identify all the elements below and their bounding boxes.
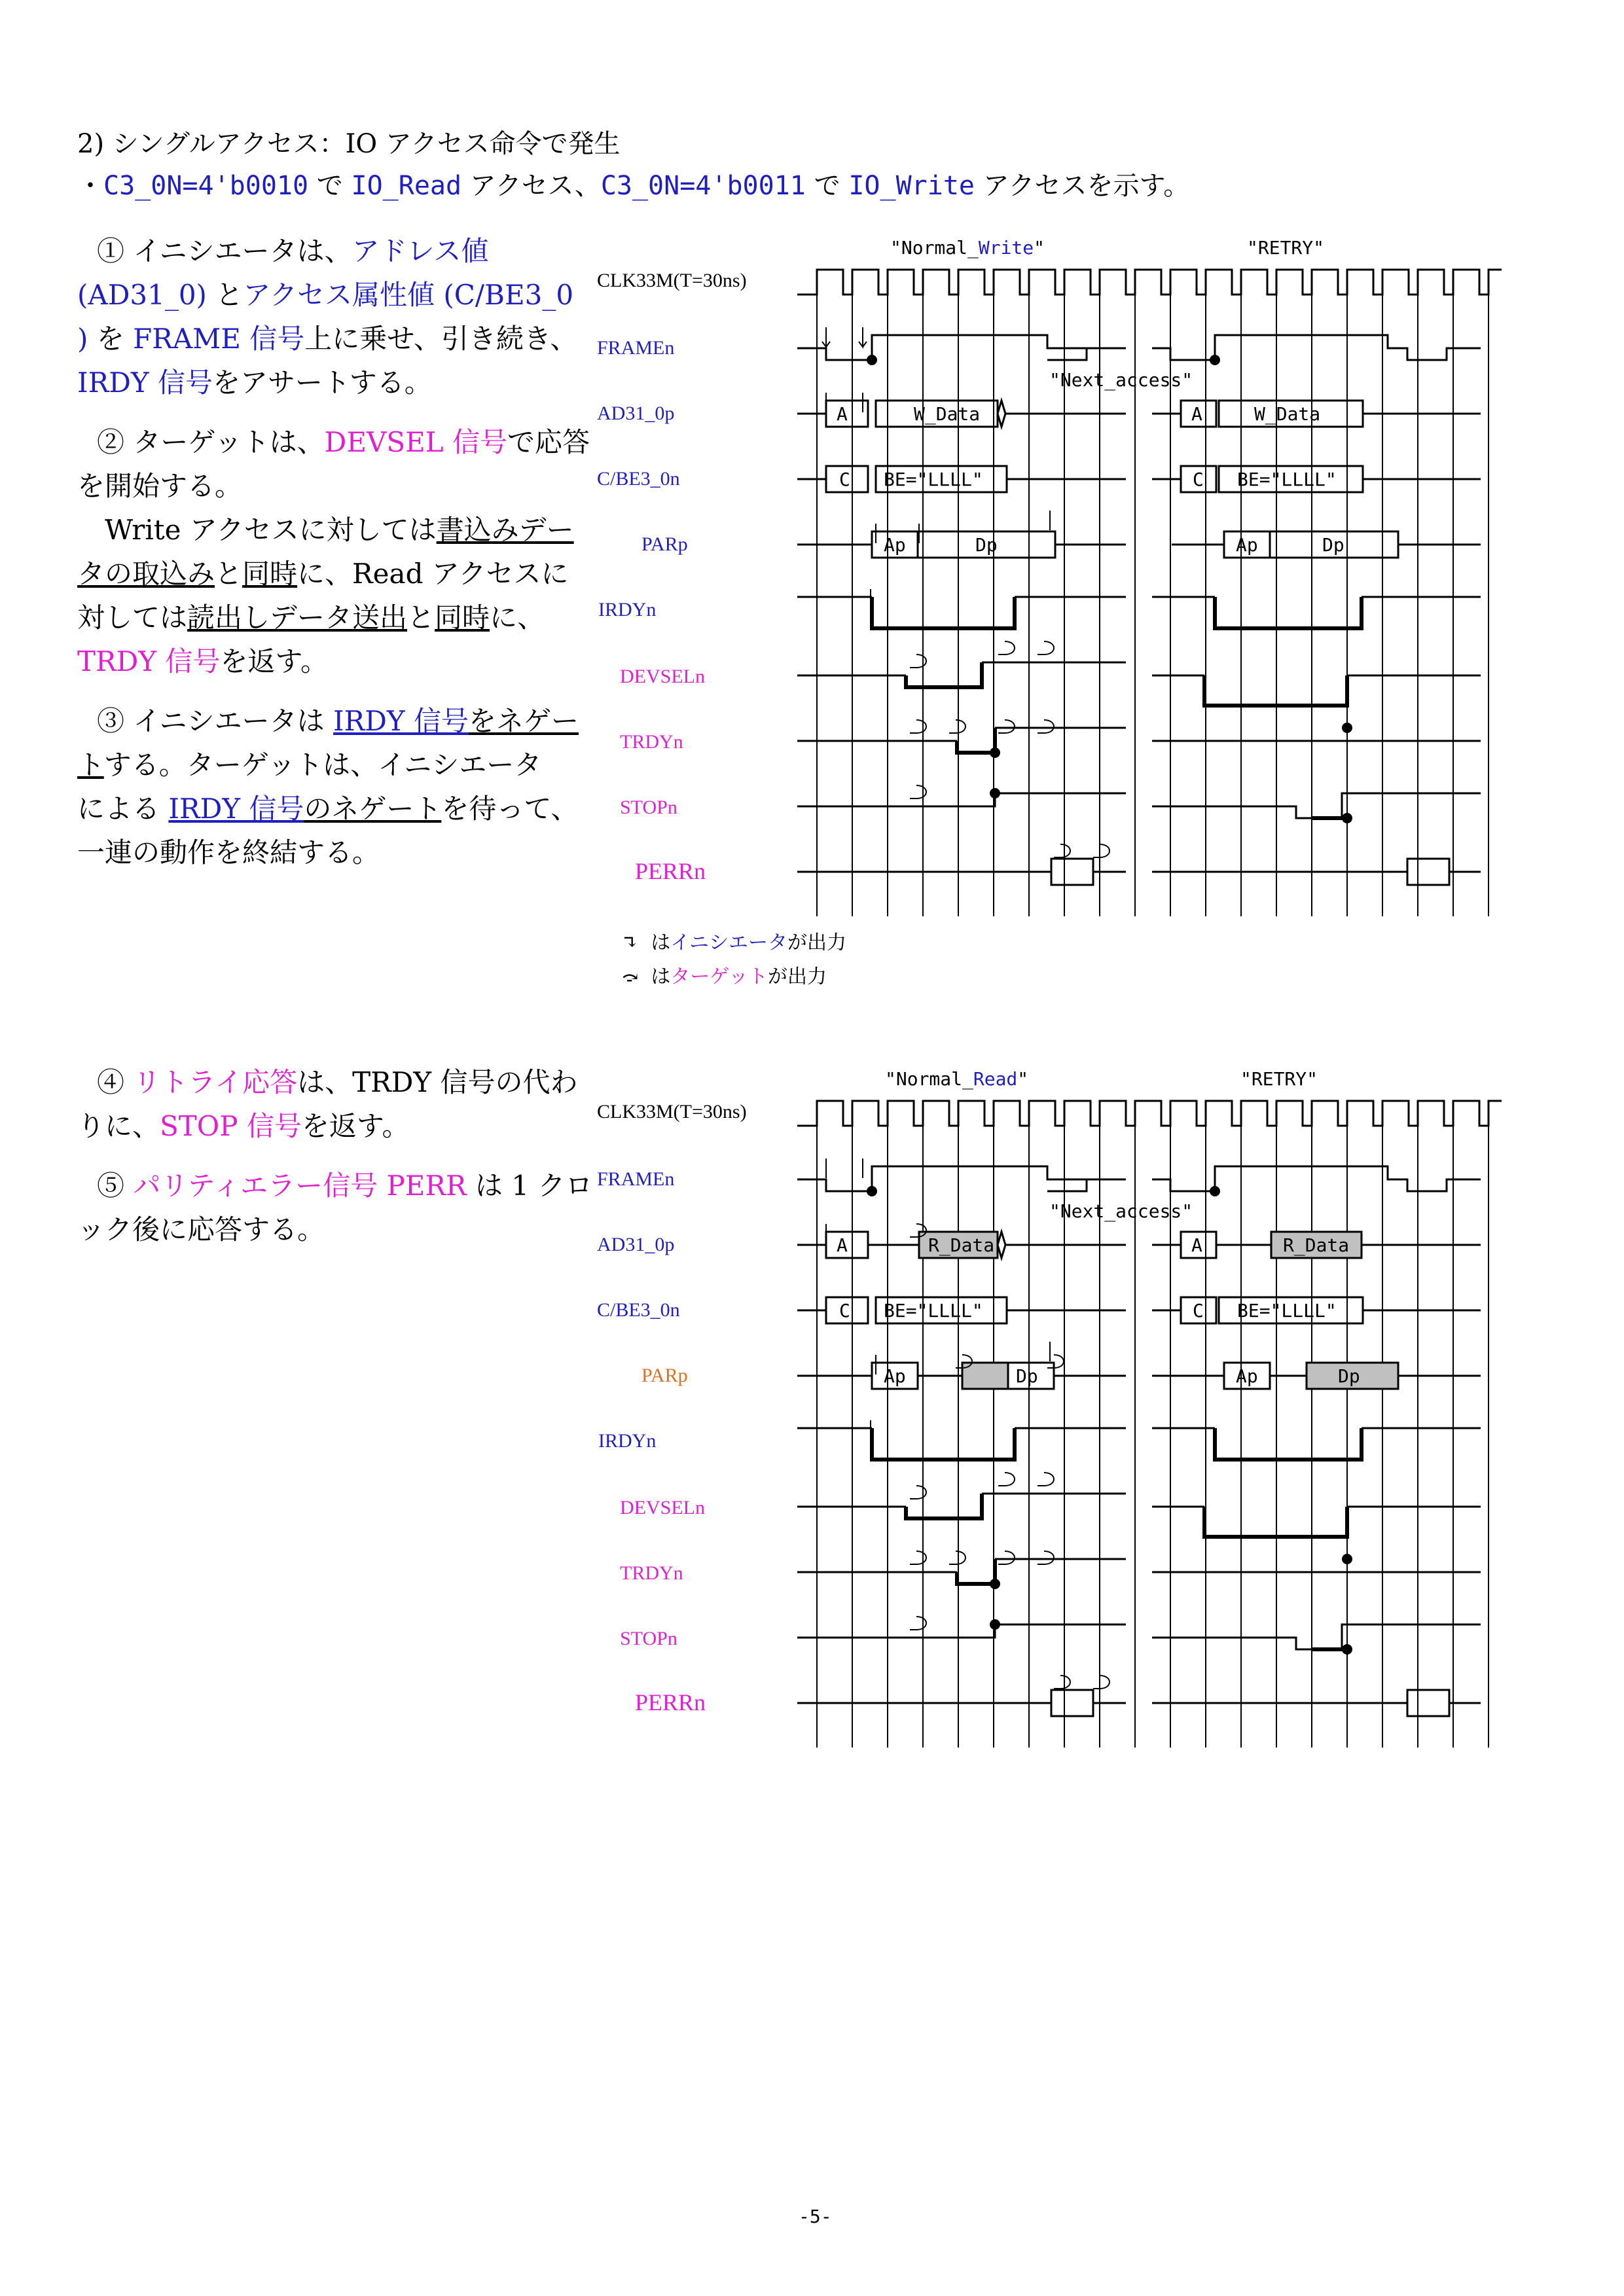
signal-label-perrn: PERRn — [635, 858, 706, 884]
desc-text: を返す。 — [301, 1110, 410, 1142]
desc-text: ② ターゲットは、 — [97, 426, 325, 458]
ad-a-label: A — [837, 1234, 848, 1256]
target-arrow-icons — [910, 1224, 1110, 1689]
ad-data-label-retry: R_Data — [1283, 1234, 1350, 1256]
par-ap-label: Ap — [884, 534, 906, 556]
cbe-c-label-retry: C — [1193, 469, 1204, 490]
desc-highlight: リトライ応答 — [133, 1066, 298, 1098]
signal-label-perrn: PERRn — [635, 1689, 706, 1715]
diagram-title-normal: "Normal_Read" — [885, 1068, 1029, 1090]
initiator-arrow-icons — [826, 1158, 1050, 1440]
ad-data-label: W_Data — [914, 403, 981, 425]
desc-text: を待って、 — [441, 793, 579, 825]
signal-label-framen: FRAMEn — [597, 337, 675, 359]
signal-label-cbe: C/BE3_0n — [597, 468, 680, 490]
bullet-text: アクセスを示す。 — [974, 171, 1190, 201]
ad-data-label: R_Data — [928, 1234, 995, 1256]
desc-text: と — [407, 601, 435, 634]
bullet-code-write: C3_0N=4'b0011 — [600, 171, 806, 201]
desc-highlight: (AD31_0) — [77, 279, 207, 311]
desc-underline: 同時 — [435, 601, 490, 634]
bullet-io-write: IO_Write — [848, 171, 975, 201]
par-ap-label: Ap — [884, 1365, 906, 1387]
desc-underline: タの取込み — [77, 558, 215, 590]
clock-gridlines — [817, 1126, 1489, 1748]
signal-label-framen: FRAMEn — [597, 1168, 675, 1190]
signal-label-ad: AD31_0p — [597, 1234, 675, 1255]
desc-highlight: STOP 信号 — [160, 1110, 302, 1142]
bullet-text: アクセス、 — [461, 171, 601, 201]
desc-underline: 同時 — [242, 558, 298, 590]
desc-highlight: アクセス属性値 (C/BE3_0 — [243, 279, 574, 311]
cbe-c-label: C — [839, 1300, 850, 1321]
target-arrow-icon: ⤼ — [622, 965, 639, 988]
desc-text: に、 — [490, 601, 545, 634]
par-ap-label-retry: Ap — [1236, 1365, 1258, 1387]
desc-text: をアサートする。 — [212, 367, 432, 399]
desc-text: りに、 — [77, 1110, 160, 1142]
desc-text: 上に乗せ、引き続き、 — [304, 323, 578, 355]
signal-label-stopn: STOPn — [620, 1628, 677, 1649]
bullet-text: で — [308, 171, 352, 201]
desc-underline: 読出しデータ送出 — [187, 601, 408, 634]
cbe-c-label-retry: C — [1193, 1300, 1204, 1321]
desc-text: 一連の動作を終結する。 — [77, 836, 380, 869]
desc-highlight: IRDY 信号 — [333, 705, 469, 737]
bullet-text: で — [805, 171, 849, 201]
signal-label-irdyn: IRDYn — [598, 1430, 657, 1452]
cbe-be-label: BE="LLLL" — [884, 1300, 983, 1321]
ad-a-label: A — [837, 403, 848, 425]
desc-underline: のネゲート — [304, 793, 442, 825]
diagram-title-normal: "Normal_Write" — [890, 237, 1045, 259]
desc-text: は 1 クロ — [466, 1170, 593, 1202]
diagram-title-retry: "RETRY" — [1247, 237, 1325, 259]
signal-label-clk: CLK33M(T=30ns) — [597, 270, 747, 291]
desc-text: ⑤ — [97, 1170, 134, 1202]
signal-label-trdyn: TRDYn — [620, 1562, 683, 1584]
desc-text: を返す。 — [220, 645, 329, 677]
desc-text: で応答 — [507, 426, 590, 458]
ad-data-label-retry: W_Data — [1254, 403, 1321, 425]
par-dp-label: Dp — [975, 534, 998, 556]
diagram-title-retry: "RETRY" — [1240, 1068, 1318, 1090]
desc-text: する。ターゲットは、イニシエータ — [103, 749, 542, 781]
desc-text: ック後に応答する。 — [77, 1213, 325, 1246]
par-dp-label: Dp — [1016, 1365, 1038, 1387]
desc-highlight: IRDY 信号 — [77, 367, 213, 399]
cbe-be-label: BE="LLLL" — [884, 469, 983, 490]
desc-text: Write アクセスに対しては — [77, 514, 437, 546]
desc-text: ③ イニシエータは — [97, 705, 334, 737]
signal-label-parp: PARp — [641, 1365, 688, 1386]
par-ap-label-retry: Ap — [1236, 534, 1258, 556]
initiator-arrow-icon: ↴ — [622, 931, 639, 954]
signal-label-devseln: DEVSELn — [620, 1497, 705, 1518]
desc-highlight: パリティエラー信号 PERR — [133, 1170, 467, 1202]
cbe-be-label-retry: BE="LLLL" — [1237, 1300, 1337, 1321]
desc-highlight: ) — [77, 323, 88, 355]
par-dp-label-retry: Dp — [1322, 534, 1344, 556]
signal-label-clk: CLK33M(T=30ns) — [597, 1101, 747, 1122]
signal-label-cbe: C/BE3_0n — [597, 1299, 680, 1321]
signal-label-trdyn: TRDYn — [620, 731, 683, 753]
desc-text: による — [77, 793, 169, 825]
desc-underline: 書込みデー — [436, 514, 574, 546]
desc-highlight: TRDY 信号 — [77, 645, 221, 677]
signal-label-devseln: DEVSELn — [620, 666, 705, 687]
desc-text: を開始する。 — [77, 470, 243, 502]
desc-highlight: DEVSEL 信号 — [324, 426, 508, 458]
clock-waveform — [797, 1101, 1502, 1126]
cbe-c-label: C — [839, 469, 850, 490]
par-dp-label-retry: Dp — [1338, 1365, 1360, 1387]
desc-highlight: FRAME 信号 — [133, 323, 305, 355]
desc-text: は、TRDY 信号の代わ — [297, 1066, 578, 1098]
desc-underline: ト — [77, 749, 104, 781]
desc-highlight: アドレス値 — [352, 235, 489, 267]
bullet-code-read: C3_0N=4'b0010 — [103, 171, 309, 201]
bullet-io-read: IO_Read — [351, 171, 462, 201]
cbe-be-label-retry: BE="LLLL" — [1237, 469, 1337, 490]
desc-highlight: IRDY 信号 — [168, 793, 304, 825]
desc-text: と — [206, 279, 244, 311]
ad-a-label-retry: A — [1191, 1234, 1202, 1256]
page-number: -5- — [799, 2206, 832, 2227]
desc-underline: をネゲー — [469, 705, 579, 737]
heading-text: 2) シングルアクセス：IO アクセス命令で発生 — [77, 129, 621, 159]
desc-text: 対しては — [77, 601, 188, 634]
ad-a-label-retry: A — [1191, 403, 1202, 425]
desc-text: を — [88, 323, 134, 355]
signal-label-irdyn: IRDYn — [598, 599, 657, 620]
next-access-label: "Next_access" — [1049, 369, 1193, 391]
signal-label-stopn: STOPn — [620, 797, 677, 818]
desc-text: ④ — [97, 1066, 134, 1098]
next-access-label: "Next_access" — [1049, 1200, 1193, 1222]
signal-label-parp: PARp — [641, 533, 688, 555]
signal-label-ad: AD31_0p — [597, 403, 675, 424]
desc-text: と — [215, 558, 243, 590]
legend: ↴ はイニシエータが出力 ⤼ はターゲットが出力 — [622, 931, 847, 988]
desc-text: に、Read アクセスに — [297, 558, 569, 590]
bullet-dot: ・ — [77, 171, 103, 201]
desc-text: ① イニシエータは、 — [97, 235, 352, 267]
